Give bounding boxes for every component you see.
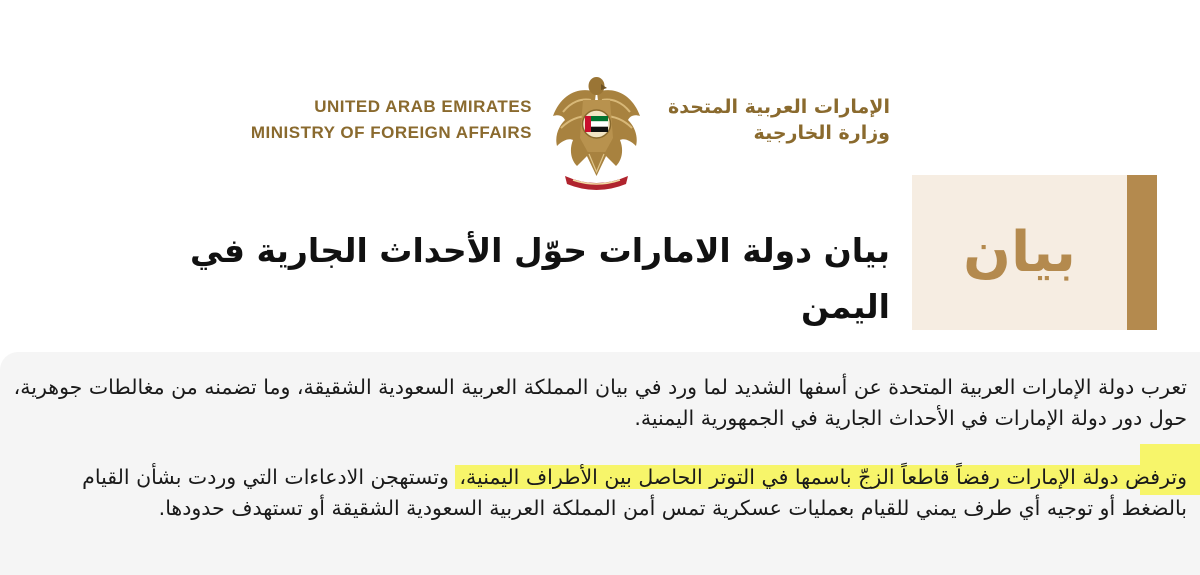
statement-heading: بيان دولة الامارات حوّل الأحداث الجارية في اليمن [190, 231, 890, 326]
statement-label: بيان [963, 220, 1076, 285]
letterhead [0, 60, 1200, 190]
gold-accent-bar [1127, 175, 1157, 330]
country-name-english: UNITED ARAB EMIRATES [314, 97, 532, 116]
statement-label-box [912, 175, 1157, 330]
uae-falcon-emblem-icon [549, 72, 644, 190]
country-name-arabic: الإمارات العربية المتحدة [668, 96, 890, 118]
highlighted-sentence: وترفض دولة الإمارات رفضاً قاطعاً الزجّ باسمها في التوتر الحاصل بين الأطراف اليمنية، [455, 465, 1187, 489]
ministry-title-arabic: وزارة الخارجية [753, 122, 890, 144]
ministry-name-arabic [668, 94, 890, 146]
statement-title-block [0, 175, 1200, 330]
statement-paragraph-1: تعرب دولة الإمارات العربية المتحدة عن أسفها الشديد لما ورد في بيان المملكة العربية السعودية الشقيقة، وما تضمنه من مغالطات جوهرية، حول دور دولة الإمارات في الأحداث الجارية في الجمهورية اليمنية. [13, 375, 1187, 430]
ministry-name-english [251, 94, 532, 146]
paragraph-2-remainder: وتستهجن الادعاءات التي وردت بشأن القيام بالضغط أو توجيه أي طرف يمني للقيام بعمليات عسكرية تمس أمن المملكة العربية السعودية الشقيقة أو تستهدف حدودها. [82, 465, 1187, 520]
statement-paragraph-2 [12, 462, 1187, 524]
ministry-title-english: MINISTRY OF FOREIGN AFFAIRS [250, 123, 532, 142]
